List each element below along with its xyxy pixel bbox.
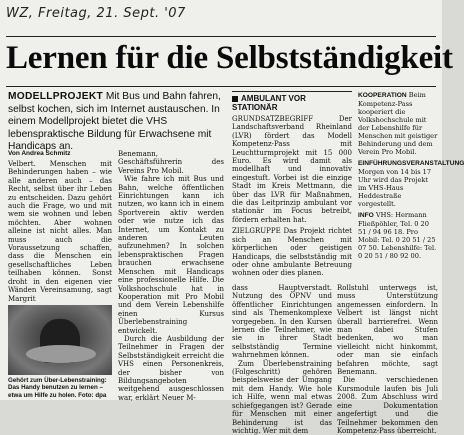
info-tag: EINFÜHRUNGSVERANSTALTUNG xyxy=(358,160,464,167)
column-4-paragraph-2: Zum Überlebenstraining (Folgeschritt) gehören beispielsweise der Umgang mit dem Handy. Wie hole ich Hilfe, wenn mal etwas schiefgegangen ist? Gerade für Menschen mit einer Behinderung ist das wichtig. Wer mit dem xyxy=(232,359,332,435)
column-2-paragraph-2: Wie fahre ich mit Bus und Bahn, welche öffentlichen Einrichtungen kann ich nutzen, wo kann ich in einem Sportverein aktiv werden oder wie nutze ich das Internet, um Kontakt zu anderen Leuten aufzunehmen? In solchen lebenspraktischen Fragen brauchen erwachsene Menschen mit Handicaps eine professionelle Hilfe. Die Volkshochschule hat in Kooperation mit Pro Mobil und dem Verein Lebenshilfe einen Kursus Überlebenstraining entwickelt. xyxy=(118,175,224,335)
info-text: Morgen von 14 bis 17 Uhr wird das Projekt im VHS-Haus Heddestraße vorgestellt. xyxy=(358,168,432,208)
sidebar-paragraph-2: ZIELGRUPPE Das Projekt richtet sich an Menschen mit körperlichen oder geistigen Handicaps, die selbstständig mit oder ohne ambulante Betreuung wohnen oder dies planen. xyxy=(232,227,352,278)
column-4 xyxy=(232,284,332,435)
sidebar-paragraph-1: GRUNDSATZBEGRIFF Der Landschaftsverband Rheinland (LVR) fördert das Modell Kompetenz-Pass mit Leuchtturmprojekt mit 15 000 Euro. Es wird damit als modellhaft und innovativ eingestuft. Vorbei ist die einzige Stadt im Kreis Mettmann, die über das LVR für Maßnahmen, die das Leitprinzip ambulant vor stationär im Focus betreibt, fördern erhalten hat. xyxy=(232,115,352,224)
handwritten-date-note: WZ, Freitag, 21. Sept. '07 xyxy=(6,6,186,21)
info-text: VHS: Hermann Fließpöhler, Tel. 0 20 51 / 94 96 18. Pro Mobil: Tel. 0 20 51 / 25 07 50. Lebenshilfe: Tel. 0 20 51 / 80 92 00. xyxy=(358,211,437,260)
lead-text: Mit Bus und Bahn fahren, selbst kochen, sich im Internet austauschen. In einem Modellprojekt bietet die VHS lebenspraktische Bildung für Erwachsene mit Handicaps an. xyxy=(8,91,221,152)
top-rule xyxy=(6,36,436,37)
info-item-cooperation xyxy=(358,91,438,156)
column-5 xyxy=(337,284,438,435)
column-2-paragraph-3: Durch die Ausbildung der Teilnehmer in Fragen der Selbstständigkeit erreicht die VHS einen Personenkreis, der bisher von Bildungsangeboten weitgehend ausgeschlossen war, erklärt Neuer M- xyxy=(118,334,224,402)
square-bullet-icon xyxy=(232,96,238,102)
info-tag: INFO xyxy=(358,212,374,219)
headline: Lernen für die Selbstständigkeit xyxy=(6,40,453,76)
sidebar-label: AMBULANT VOR STATIONÄR xyxy=(232,94,306,112)
info-box xyxy=(358,91,464,263)
photo-hand-with-phone xyxy=(26,345,96,363)
caption-text: Gehört zum Über-Lebenstraining: Das Handy benutzen zu lernen – etwa um Hilfe zu holen. xyxy=(8,377,107,399)
info-item-intro-event xyxy=(358,159,464,208)
column-2 xyxy=(118,150,224,402)
article-photo xyxy=(8,305,112,375)
column-1 xyxy=(8,160,112,303)
photo-credit: Foto: dpa xyxy=(78,391,107,399)
sidebar-body xyxy=(232,115,352,278)
column-1-paragraph: Velbert. Menschen mit Behinderungen haben – wie alle anderen auch – das Recht, selbst über ihr Leben zu entscheiden. Dazu gehört auch die Frage, wo und mit wem sie wohnen und leben möchten. Aber wohnen alleine ist nicht alles. Man muss auch die Voraussetzung schaffen, dass die Menschen ein gesellschaftliches Leben teilhaben können. Sonst droht in den eigenen vier Wänden Vereinsamung, sagt Margrit xyxy=(8,160,112,303)
photo-caption xyxy=(8,377,112,399)
byline: Von Andrea Schmitz xyxy=(8,150,71,157)
sidebar-ambulant xyxy=(232,91,352,278)
column-2-paragraph-1: Benemann, Geschäftsführerin des Vereins Pro Mobil. xyxy=(118,150,224,175)
column-5-paragraph-1: Rollstuhl unterwegs ist, muss Unterstützung angemessen einfordern. In Velbert ist längst nicht überall barrierefrei. Wenn man dabei Stufen bedenken, wo man vielleicht nicht hinkommt, oder man sie einfach befahren möchte, sagt Benemann. xyxy=(337,284,438,377)
lead-paragraph xyxy=(8,91,223,154)
headline-rule xyxy=(6,86,436,87)
column-4-paragraph-1: dass Hauptverstadt. Nutzung des ÖPNV und öffentlicher Einrichtungen sind als Themenkomplexe vorgegeben. In den Kursen lernen die Teilnehmer, wie sie in ihrer Stadt selbstständig Termine wahrnehmen können. xyxy=(232,284,332,360)
info-tag: KOOPERATION xyxy=(358,92,407,99)
info-text: Beim Kompetenz-Pass kooperiert die Volkshochschule mit der Lebenshilfe für Menschen mit geistiger Behinderung und dem Verein Pro Mobil. xyxy=(358,91,438,156)
info-item-contact xyxy=(358,211,438,260)
column-5-paragraph-2: Die verschiedenen Kursmodule laufen bis Juli 2008. Zum Abschluss wird eine Dokumentation angefertigt und die Teilnehmer bekommen den Kompetenz-Pass überreicht. xyxy=(337,376,438,435)
sidebar-heading xyxy=(232,91,352,112)
lead-keyword: MODELLPROJEKT xyxy=(8,91,104,102)
